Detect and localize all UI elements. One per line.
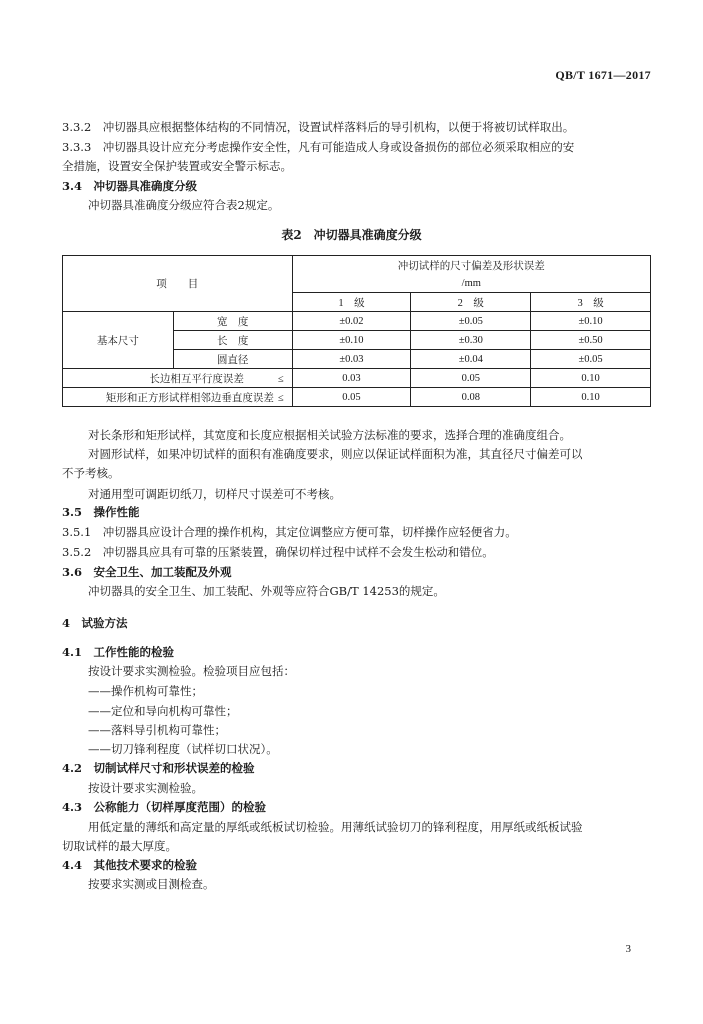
list-item: ——定位和导向机构可靠性；	[88, 704, 238, 718]
cell: ±0.02	[292, 312, 411, 331]
clause-3-6-text: 冲切器具的安全卫生、加工装配、外观等应符合GB/T 14253的规定。	[88, 584, 445, 598]
cell: ±0.03	[292, 350, 411, 369]
note-round-specimens-line1: 对圆形试样，如果冲切试样的面积有准确度要求，则应以保证试样面积为准，其直径尺寸偏差可以	[88, 447, 583, 461]
header-unit: /mm	[292, 274, 650, 293]
cell: ±0.50	[531, 331, 651, 350]
clause-4-3-line1: 用低定量的薄纸和高定量的厚纸或纸板试切检验。用薄纸试验切刀的锋利程度，用厚纸或纸板试验	[88, 820, 583, 834]
cell: ±0.10	[292, 331, 411, 350]
clause-3-4-text: 冲切器具准确度分级应符合表2规定。	[88, 198, 280, 212]
note-paper-cutter: 对通用型可调距切纸刀，切样尺寸误差可不考核。	[88, 487, 341, 501]
note-round-specimens-line2: 不予考核。	[62, 466, 120, 480]
cell: ±0.30	[411, 331, 531, 350]
cell: ±0.10	[531, 312, 651, 331]
grade-1: 1 级	[292, 293, 411, 312]
cell: 0.05	[292, 388, 411, 407]
cell: ±0.05	[531, 350, 651, 369]
cell: ±0.04	[411, 350, 531, 369]
cell: 0.10	[531, 388, 651, 407]
clause-3-5-1: 3.5.1 冲切器具应设计合理的操作机构，其定位调整应方便可靠，切样操作应轻便省力。	[62, 525, 517, 539]
grade-2: 2 级	[411, 293, 531, 312]
heading-4-2: 4.2 切制试样尺寸和形状误差的检验	[62, 761, 255, 775]
cell: 0.03	[292, 369, 411, 388]
list-item: ——操作机构可靠性；	[88, 684, 203, 698]
table-title: 表2 冲切器具准确度分级	[281, 228, 422, 242]
clause-3-5-2: 3.5.2 冲切器具应具有可靠的压紧装置，确保切样过程中试样不会发生松动和错位。	[62, 545, 494, 559]
row-name: 长 度	[173, 331, 292, 350]
leq-sign: ≤	[277, 373, 284, 385]
heading-3-5: 3.5 操作性能	[62, 505, 140, 519]
leq-sign: ≤	[277, 392, 284, 404]
header-group: 冲切试样的尺寸偏差及形状误差	[292, 256, 650, 275]
clause-4-4-text: 按要求实测或目测检查。	[88, 877, 215, 891]
perp-label: 矩形和正方形试样相邻边垂直度误差	[105, 392, 274, 404]
row-name: 宽 度	[173, 312, 292, 331]
heading-4: 4 试验方法	[62, 616, 128, 630]
clause-4-2-text: 按设计要求实测检验。	[88, 781, 203, 795]
note-rect-specimens: 对长条形和矩形试样，其宽度和长度应根据相关试验方法标准的要求，选择合理的准确度组合。	[88, 428, 571, 442]
list-item: ——切刀锋利程度（试样切口状况）。	[88, 742, 278, 756]
parallel-label: 长边相互平行度误差	[149, 373, 244, 385]
page-number: 3	[625, 943, 631, 955]
header-item: 项 目	[63, 256, 293, 312]
perp-row-label	[63, 388, 293, 407]
clause-3-3-3-line2: 全措施，设置安全保护装置或安全警示标志。	[62, 159, 292, 173]
clause-3-3-3-line1: 3.3.3 冲切器具设计应充分考虑操作安全性，凡有可能造成人身或设备损伤的部位必须采取相应的安	[62, 140, 575, 154]
cell: ±0.05	[411, 312, 531, 331]
list-item: ——落料导引机构可靠性；	[88, 723, 226, 737]
grade-3: 3 级	[531, 293, 651, 312]
row-name: 圆直径	[173, 350, 292, 369]
parallel-row-label	[63, 369, 293, 388]
accuracy-grade-table	[62, 255, 651, 407]
cell: 0.08	[411, 388, 531, 407]
basic-size-label: 基本尺寸	[63, 312, 174, 369]
standard-number: QB/T 1671—2017	[555, 68, 651, 82]
heading-4-3: 4.3 公称能力（切样厚度范围）的检验	[62, 800, 267, 814]
clause-4-1-text: 按设计要求实测检验。检验项目应包括：	[88, 664, 295, 678]
cell: 0.05	[411, 369, 531, 388]
clause-4-3-line2: 切取试样的最大厚度。	[62, 839, 177, 853]
heading-3-4: 3.4 冲切器具准确度分级	[62, 179, 198, 193]
heading-3-6: 3.6 安全卫生、加工装配及外观	[62, 565, 232, 579]
cell: 0.10	[531, 369, 651, 388]
heading-4-4: 4.4 其他技术要求的检验	[62, 858, 198, 872]
heading-4-1: 4.1 工作性能的检验	[62, 645, 175, 659]
clause-3-3-2: 3.3.2 冲切器具应根据整体结构的不同情况，设置试样落料后的导引机构，以便于将被切试样取出。	[62, 120, 575, 134]
